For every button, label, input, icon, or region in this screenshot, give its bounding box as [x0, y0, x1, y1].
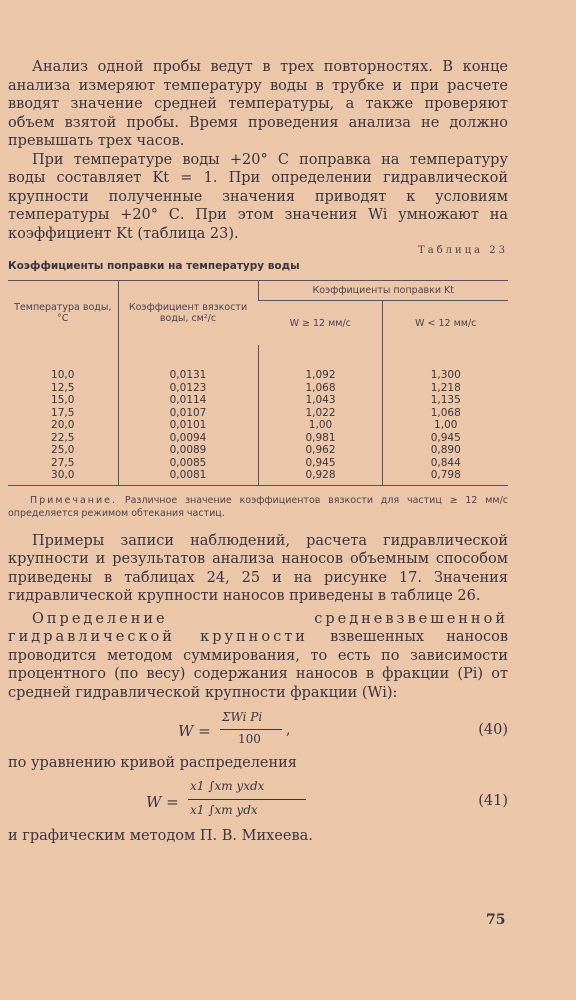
cell-k-ge-12: 0,945 [258, 457, 383, 470]
formula-41-numerator: x1 ∫xm yxdx [190, 778, 265, 793]
cell-k-lt-12: 0,890 [383, 444, 508, 457]
paragraph-2: При температуре воды +20° С поправка на температуру воды составляет Kt = 1. При определении гидравлической крупности полученные значения приводят к условиям температуры +20° С. При этом значения Wi умножают на коэффициент Kt (таблица 23). [8, 151, 508, 242]
cell-temperature: 15,0 [51, 394, 75, 406]
paragraph-3: Примеры записи наблюдений, расчета гидравлической крупности и результатов анализа наносов объемным способом приведены в таблицах 24, 25 и на рисунке 17. Значения гидравлической крупности наносов приведены в таблице 26. [8, 532, 508, 604]
cell-viscosity: 0,0089 [118, 444, 258, 457]
cell-viscosity: 0,0131 [118, 345, 258, 382]
cell-viscosity: 0,0101 [118, 419, 258, 432]
table-row [8, 432, 508, 445]
header-w-lt-12: W < 12 мм/с [383, 301, 508, 346]
cell-viscosity: 0,0081 [118, 469, 258, 485]
formula-40-number: (40) [478, 722, 508, 738]
cell-k-lt-12: 1,300 [383, 345, 508, 382]
cell-k-ge-12: 1,022 [258, 407, 383, 420]
cell-viscosity: 0,0107 [118, 407, 258, 420]
paragraph-1: Анализ одной пробы ведут в трех повторностях. В конце анализа измеряют температуру воды в трубке и при расчете вводят значение средней температуры, а также проверяют объем взятой пробы. Время проведения анализа не должно превышать трех часов. [8, 59, 508, 149]
formula-41-fraction-bar [188, 799, 306, 800]
formula-41-lhs: W = [146, 792, 179, 811]
formula-40 [8, 708, 508, 754]
header-coefficients: Коэффициенты поправки Kt [258, 281, 508, 301]
cell-temperature: 17,5 [51, 406, 75, 419]
header-w-ge-12: W ≥ 12 мм/с [258, 301, 383, 346]
paragraph-4-spaced: Определение средневзвешенной гидравлической крупности [8, 610, 508, 645]
formula-41-number: (41) [478, 792, 508, 809]
table-row [8, 345, 508, 382]
cell-k-lt-12: 0,945 [383, 432, 508, 445]
table-row [8, 457, 508, 470]
formula-41-denominator: x1 ∫xm ydx [190, 802, 258, 817]
page-number: 75 [486, 912, 506, 928]
note-label: Примечание. [30, 494, 118, 506]
formula-40-numerator: ΣWi Pi [222, 710, 263, 724]
table-row [8, 444, 508, 457]
formula-41 [8, 777, 508, 827]
page-body [8, 58, 508, 845]
cell-k-ge-12: 0,962 [258, 444, 383, 457]
cell-viscosity: 0,0085 [118, 457, 258, 470]
header-viscosity: Коэффициент вязкости воды, см²/с [118, 281, 258, 346]
formula-40-denominator: 100 [238, 732, 261, 746]
table-row [8, 469, 508, 485]
cell-viscosity: 0,0114 [118, 394, 258, 407]
cell-temperature: 22,5 [51, 431, 75, 444]
header-temperature: Температура воды, °С [8, 281, 118, 346]
paragraph-4-rest: взвешенных наносов проводится методом суммирования, то есть по зависимости процентного (по весу) содержания наносов в фракции (Pi) от средней гидравлической крупности фракции (Wi): [8, 629, 508, 701]
cell-viscosity: 0,0094 [118, 432, 258, 445]
table-row [8, 394, 508, 407]
table-row [8, 419, 508, 432]
cell-k-lt-12: 1,00 [383, 419, 508, 432]
table-note [8, 494, 508, 520]
cell-temperature: 20,0 [51, 419, 75, 431]
cell-k-lt-12: 0,798 [383, 469, 508, 485]
cell-k-lt-12: 1,218 [383, 382, 508, 395]
coefficient-table [8, 280, 508, 486]
cell-viscosity: 0,0123 [118, 382, 258, 395]
cell-k-ge-12: 1,043 [258, 394, 383, 407]
cell-temperature: 10,0 [51, 369, 75, 381]
paragraph-6: и графическим методом П. В. Михеева. [8, 827, 313, 844]
cell-k-ge-12: 1,00 [258, 419, 383, 432]
formula-40-lhs: W = [178, 722, 211, 740]
cell-temperature: 27,5 [51, 456, 75, 469]
formula-40-trail: , [286, 722, 291, 738]
cell-temperature: 25,0 [51, 444, 75, 456]
formula-40-fraction-bar [220, 729, 282, 730]
cell-k-ge-12: 1,092 [258, 345, 383, 382]
table-number: Таблица 23 [418, 245, 508, 256]
cell-k-lt-12: 0,844 [383, 457, 508, 470]
cell-temperature: 12,5 [51, 381, 75, 394]
cell-k-ge-12: 1,068 [258, 382, 383, 395]
table-row [8, 382, 508, 395]
table-row [8, 407, 508, 420]
cell-k-lt-12: 1,135 [383, 394, 508, 407]
cell-k-ge-12: 0,928 [258, 469, 383, 485]
paragraph-5: по уравнению кривой распределения [8, 755, 297, 771]
cell-temperature: 30,0 [8, 469, 118, 485]
table-title: Коэффициенты поправки на температуру воды [8, 260, 300, 272]
paragraph-4 [8, 610, 508, 703]
cell-k-lt-12: 1,068 [383, 407, 508, 420]
note-text: Различное значение коэффициентов вязкости для частиц ≥ 12 мм/с определяется режимом обтекания частиц. [8, 494, 508, 519]
cell-k-ge-12: 0,981 [258, 432, 383, 445]
